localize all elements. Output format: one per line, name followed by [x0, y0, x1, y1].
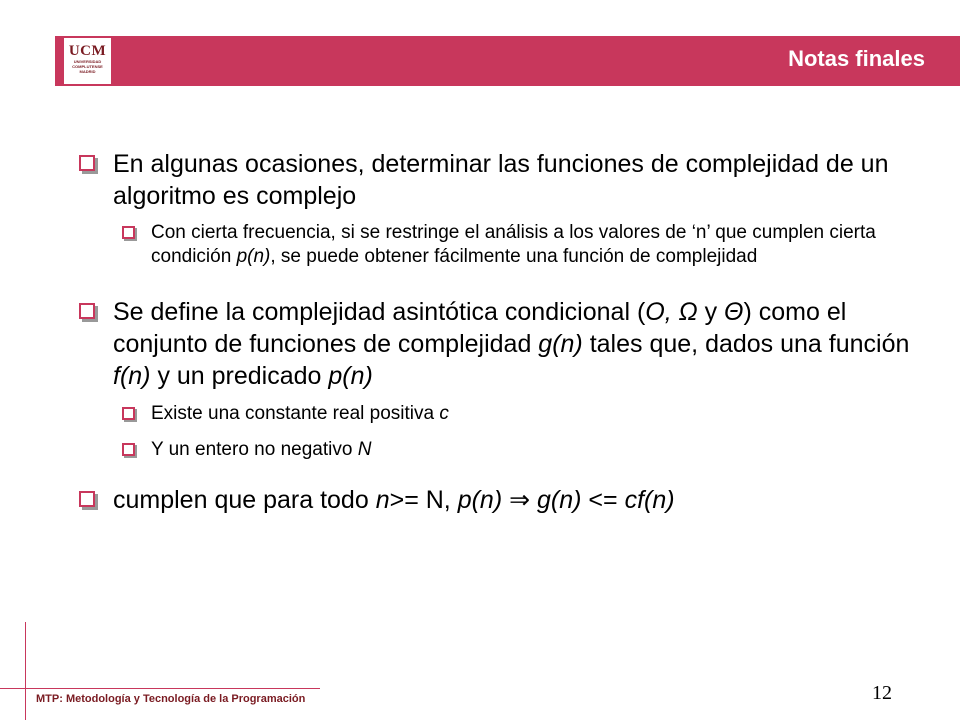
math-f-n: f(n)	[113, 362, 151, 390]
text: cumplen que para todo	[113, 486, 376, 514]
logo-line1: UNIVERSIDAD	[73, 59, 102, 64]
logo-line2: COMPLUTENSE	[72, 64, 103, 69]
bullet-1-sub-1	[120, 221, 916, 269]
page-number: 12	[872, 682, 892, 704]
checkbox-bullet-icon	[122, 407, 135, 420]
math-c: c	[439, 403, 449, 424]
text: tales que, dados una función	[582, 330, 910, 358]
bullet-2-sub-2	[120, 438, 916, 462]
checkbox-bullet-icon	[79, 303, 95, 319]
text: <=	[581, 486, 625, 514]
bullet-2	[76, 296, 916, 392]
checkbox-bullet-icon	[122, 443, 135, 456]
text: , se puede obtener fácilmente una función de complejidad	[270, 246, 758, 267]
slide-title: Notas finales	[788, 46, 925, 71]
footer-horizontal-divider	[0, 688, 320, 689]
text: Existe una constante real positiva	[151, 403, 440, 424]
implies-symbol: ⇒	[502, 486, 537, 514]
bullet-3	[76, 484, 916, 516]
checkbox-bullet-icon	[122, 226, 135, 239]
ucm-logo	[64, 38, 111, 84]
logo-main-text: UCM	[68, 43, 107, 59]
bullet-1-text: En algunas ocasiones, determinar las funciones de complejidad de un algoritmo es complejo	[113, 150, 889, 210]
checkbox-bullet-icon	[79, 491, 95, 507]
math-p-n: p(n)	[328, 362, 373, 390]
math-p-n: p(n)	[457, 486, 503, 514]
math-o: O,	[645, 298, 679, 326]
text: Con cierta frecuencia, si se restringe el análisis a los valores de ‘n’ que cumplen cierta condición	[151, 222, 876, 267]
math-cf-n: cf(n)	[624, 486, 675, 514]
math-n: N	[357, 439, 372, 460]
math-theta: Θ	[724, 298, 744, 326]
text: Se define la complejidad asintótica condicional (	[113, 298, 646, 326]
text: >= N,	[389, 486, 458, 514]
math-n: n	[375, 486, 390, 514]
text: y un predicado	[150, 362, 329, 390]
text: Y un entero no negativo	[151, 439, 358, 460]
math-g-n: g(n)	[537, 486, 582, 514]
math-g-n: g(n)	[538, 330, 583, 358]
checkbox-bullet-icon	[79, 155, 95, 171]
bullet-1	[76, 148, 916, 212]
math-omega: Ω	[678, 298, 698, 326]
math-p-n: p(n)	[236, 246, 271, 267]
slide-content	[76, 148, 916, 516]
footer-vertical-divider	[25, 622, 26, 720]
footer-course-name: MTP: Metodología y Tecnología de la Programación	[36, 693, 306, 705]
text: y	[697, 298, 725, 326]
header-bar	[55, 36, 960, 86]
text: ) como el conjunto de funciones de complejidad	[113, 298, 847, 358]
bullet-2-sub-1	[120, 402, 916, 426]
logo-line3: MADRID	[79, 69, 96, 74]
